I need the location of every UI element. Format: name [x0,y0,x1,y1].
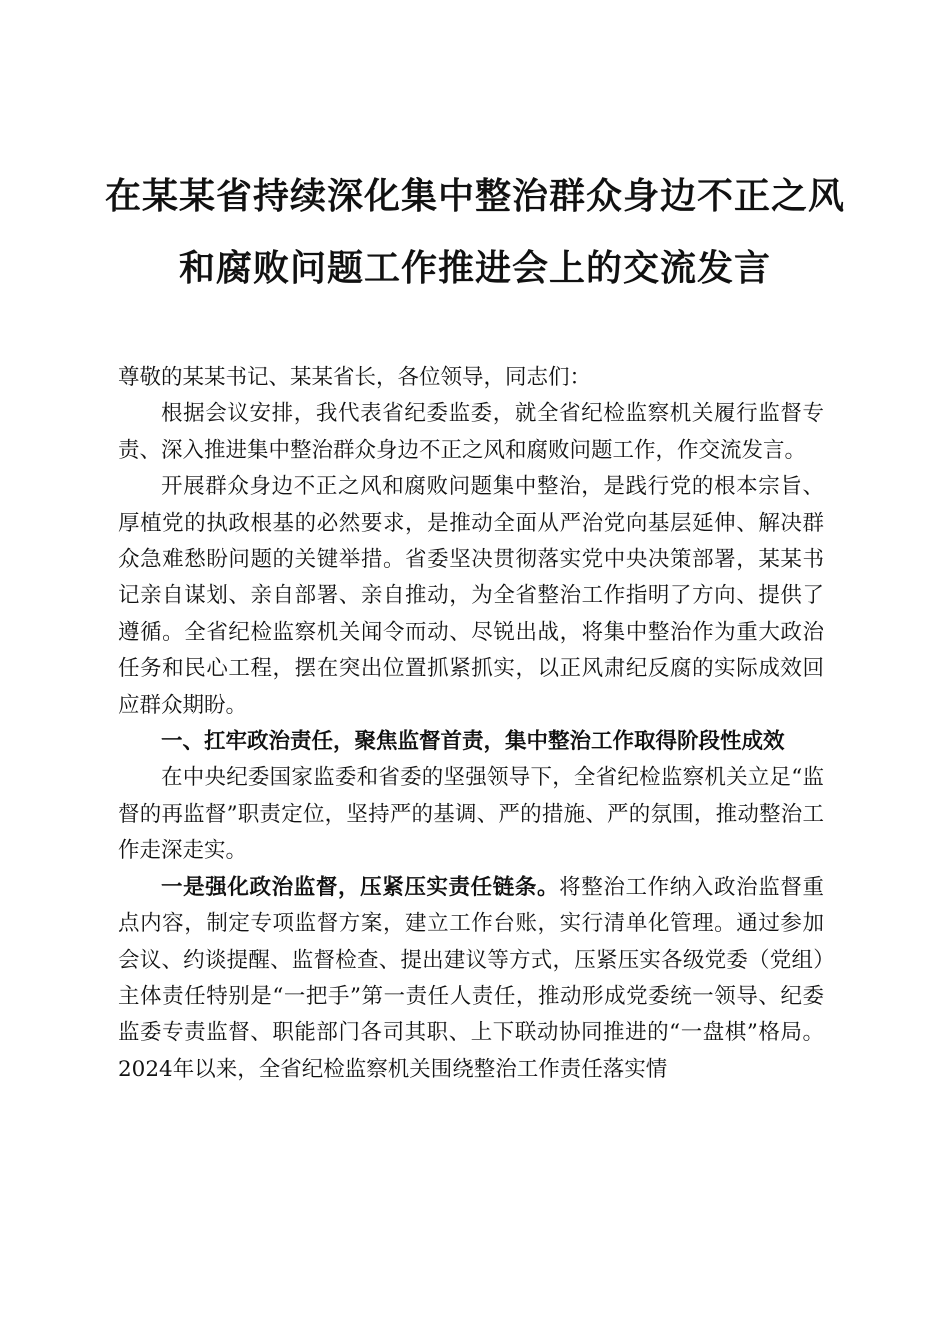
point-1-body: 将整治工作纳入政治监督重点内容，制定专项监督方案，建立工作台账，实行清单化管理。通过参加会议、约谈提醒、监督检查、提出建议等方式，压紧压实各级党委（党组）主体责任特别是“一把手”第一责任人责任，推动形成党委统一领导、纪委监委专责监督、职能部门各司其职、上下联动协同推进的“一盘棋”格局。2024年以来，全省纪检监察机关围绕整治工作责任落实情 [118,874,824,1082]
salutation: 尊敬的某某书记、某某省长，各位领导，同志们： [118,365,592,390]
point-1-lead: 一是强化政治监督，压紧压实责任链条。 [161,874,560,900]
paragraph-section-1-intro: 在中央纪委国家监委和省委的坚强领导下，全省纪检监察机关立足“监督的再监督”职责定位，坚持严的基调、严的措施、严的氛围，推动整治工作走深走实。 [118,765,824,864]
document-title-line-1: 在某某省持续深化集中整治群众身边不正之风 [104,176,845,217]
paragraph-intro: 根据会议安排，我代表省纪委监委，就全省纪检监察机关履行监督专责、深入推进集中整治群众身边不正之风和腐败问题工作，作交流发言。 [118,401,824,463]
document-title-line-2: 和腐败问题工作推进会上的交流发言 [178,248,771,289]
document-body [118,360,824,1088]
section-heading-1: 一、扛牢政治责任，聚焦监督首责，集中整治工作取得阶段性成效 [161,729,785,755]
paragraph-point-1 [118,870,824,1088]
paragraph-background: 开展群众身边不正之风和腐败问题集中整治，是践行党的根本宗旨、厚植党的执政根基的必然要求，是推动全面从严治党向基层延伸、解决群众急难愁盼问题的关键举措。省委坚决贯彻落实党中央决策部署，某某书记亲自谋划、亲自部署、亲自推动，为全省整治工作指明了方向、提供了遵循。全省纪检监察机关闻令而动、尽锐出战，将集中整治作为重大政治任务和民心工程，摆在突出位置抓紧抓实，以正风肃纪反腐的实际成效回应群众期盼。 [118,474,824,718]
